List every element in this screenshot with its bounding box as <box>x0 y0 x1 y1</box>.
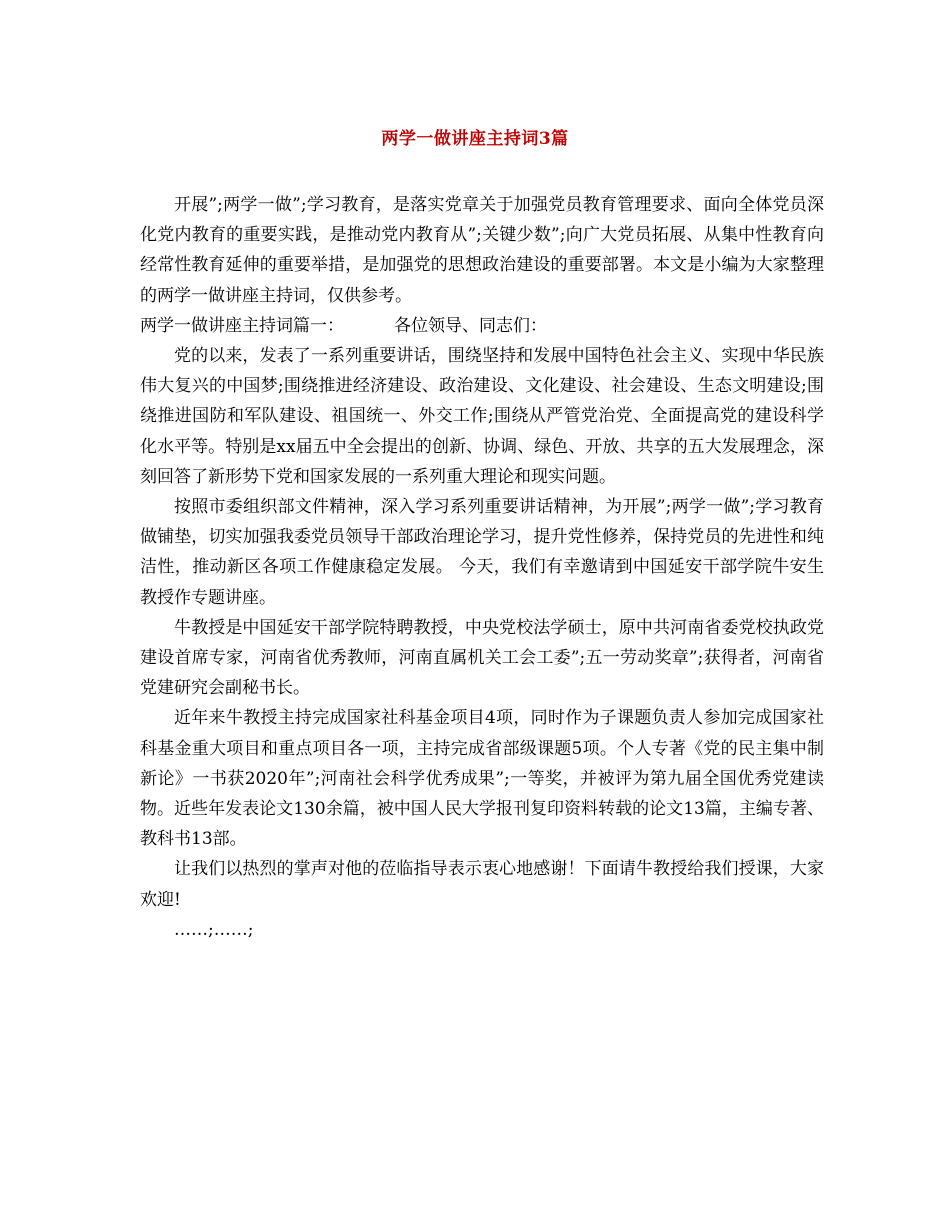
section-heading-line <box>140 311 824 341</box>
body-paragraph: 牛教授是中国延安干部学院特聘教授，中央党校法学硕士，原中共河南省委党校执政党建设首席专家，河南省优秀教师，河南直属机关工会工委”;五一劳动奖章”;获得者，河南省党建研究会副秘书长。 <box>140 617 824 699</box>
body-paragraph: 让我们以热烈的掌声对他的莅临指导表示衷心地感谢！下面请牛教授给我们授课，大家欢迎! <box>140 859 824 910</box>
document-body <box>140 190 824 945</box>
salutation: 各位领导、同志们： <box>394 315 547 336</box>
body-paragraph: 党的以来，发表了一系列重要讲话，围绕坚持和发展中国特色社会主义、实现中华民族伟大复兴的中国梦;围绕推进经济建设、政治建设、文化建设、社会建设、生态文明建设;围绕推进国防和军队建设、祖国统一、外交工作;围绕从严管党治党、全面提高党的建设科学化水平等。特别是xx届五中全会提出的创新、协调、绿色、开放、共享的五大发展理念，深刻回答了新形势下党和国家发展的一系列重大理论和现实问题。 <box>140 346 824 487</box>
ellipsis-line: ……;……; <box>174 919 254 940</box>
body-paragraph: 按照市委组织部文件精神，深入学习系列重要讲话精神，为开展”;两学一做”;学习教育做铺垫，切实加强我委党员领导干部政治理论学习，提升党性修养，保持党员的先进性和纯洁性，推动新区各项工作健康稳定发展。 今天，我们有幸邀请到中国延安干部学院牛安生教授作专题讲座。 <box>140 497 824 608</box>
section-heading: 两学一做讲座主持词篇一： <box>140 315 344 336</box>
document-title: 两学一做讲座主持词3篇 <box>381 129 569 149</box>
intro-paragraph: 开展”;两学一做”;学习教育，是落实党章关于加强党员教育管理要求、面向全体党员深化党内教育的重要实践，是推动党内教育从”;关键少数”;向广大党员拓展、从集中性教育向经常性教育延伸的重要举措，是加强党的思想政治建设的重要部署。本文是小编为大家整理的两学一做讲座主持词，仅供参考。 <box>140 195 824 306</box>
body-paragraph: 近年来牛教授主持完成国家社科基金项目4项，同时作为子课题负责人参加完成国家社科基金重大项目和重点项目各一项，主持完成省部级课题5项。个人专著《党的民主集中制新论》一书获2020年”;河南社会科学优秀成果”;一等奖，并被评为第九届全国优秀党建读物。近些年发表论文130余篇，被中国人民大学报刊复印资料转载的论文13篇，主编专著、教科书13部。 <box>140 708 824 850</box>
